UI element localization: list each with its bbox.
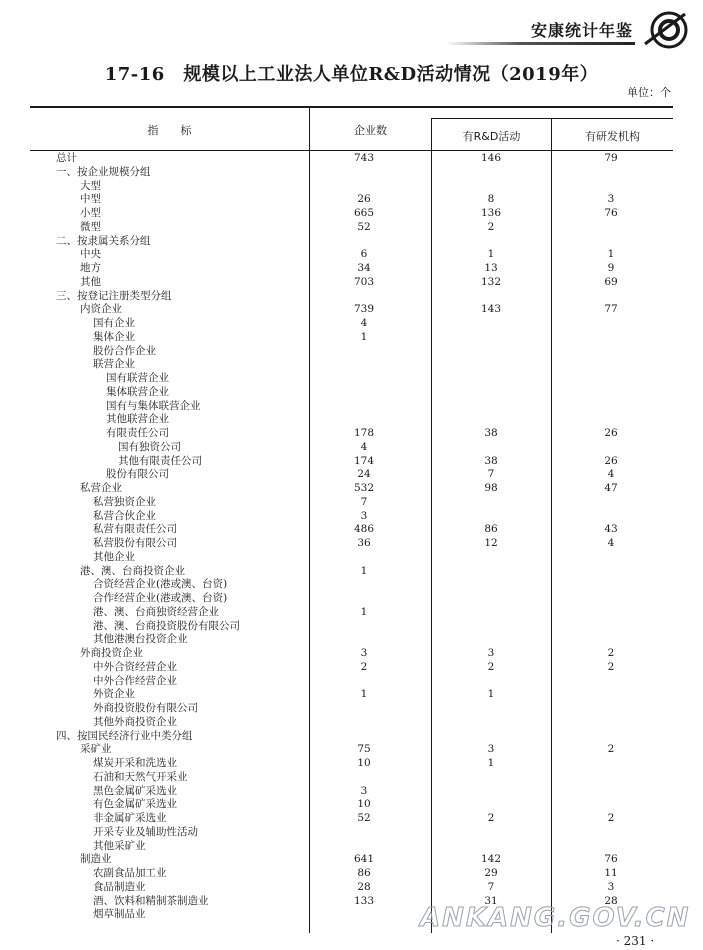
table-row: [0, 180, 703, 194]
cell-c2: 13: [484, 262, 498, 274]
unit-label: 单位：个: [627, 86, 671, 99]
table-row: [0, 853, 703, 867]
table-row: [0, 743, 703, 757]
row-indicator: 大型: [80, 179, 101, 192]
table-row: [0, 317, 703, 331]
table-row: [0, 757, 703, 771]
cell-c1: 75: [357, 743, 371, 756]
row-indicator: 农副食品加工业: [93, 867, 167, 879]
table-row: [0, 386, 703, 400]
cell-c3: 9: [607, 262, 615, 274]
row-indicator: 黑色金属矿采选业: [93, 784, 177, 797]
row-indicator: 四、按国民经济行业中类分组: [56, 729, 193, 742]
table-row: [0, 840, 703, 854]
cell-c2: 1: [487, 248, 495, 261]
cell-c1: 703: [353, 275, 375, 288]
table-row: [0, 537, 703, 551]
cell-c1: 174: [353, 454, 375, 467]
cell-c1: 641: [353, 853, 375, 866]
cell-c1: 1: [360, 330, 368, 343]
cell-c2: 12: [484, 537, 498, 549]
cell-c1: 3: [360, 784, 368, 797]
cell-c2: 136: [480, 207, 502, 219]
table-row: [0, 400, 703, 414]
row-indicator: 私营企业: [80, 482, 122, 494]
cell-c1: 178: [353, 427, 375, 439]
table-row: [0, 193, 703, 207]
row-indicator: 国有企业: [93, 317, 135, 329]
row-indicator: 港、澳、台商独资经营企业: [93, 605, 219, 618]
page-number: · 231 ·: [616, 934, 655, 948]
cell-c2: 146: [480, 152, 502, 164]
cell-c3: 43: [604, 523, 618, 536]
cell-c1: 36: [357, 537, 371, 549]
header-bottom-rule: [30, 150, 673, 151]
row-indicator: 其他有限责任公司: [118, 454, 202, 467]
cell-c1: 6: [360, 248, 368, 261]
table-row: [0, 812, 703, 826]
table-row: [0, 785, 703, 799]
row-indicator: 非金属矿采选业: [93, 812, 167, 824]
row-indicator: 有色金属矿采选业: [93, 798, 177, 811]
cell-c2: 143: [480, 303, 502, 316]
row-indicator: 港、澳、台商投资企业: [80, 564, 185, 577]
table-row: [0, 771, 703, 785]
cell-c3: 2: [607, 743, 615, 756]
table-row: [0, 152, 703, 166]
row-indicator: 酒、饮料和精制茶制造业: [93, 894, 209, 907]
table-row: [0, 248, 703, 262]
row-indicator: 外商投资企业: [80, 647, 143, 659]
row-indicator: 采矿业: [80, 743, 112, 756]
row-indicator: 外资企业: [93, 688, 135, 701]
table-row: [0, 633, 703, 647]
row-indicator: 食品制造业: [93, 880, 146, 893]
cell-c2: 2: [487, 812, 495, 824]
table-row: [0, 276, 703, 290]
row-indicator: 其他外商投资企业: [93, 715, 177, 728]
header-rule: [445, 42, 635, 45]
table-row: [0, 372, 703, 386]
table-row: [0, 427, 703, 441]
row-indicator: 其他采矿业: [93, 839, 146, 852]
cell-c3: 26: [604, 427, 618, 439]
table-title: 17-16 规模以上工业法人单位R&D活动情况（2019年）: [104, 64, 599, 85]
cell-c3: 76: [604, 853, 618, 866]
row-indicator: 其他企业: [93, 550, 135, 563]
cell-c3: 69: [604, 275, 618, 288]
table-row: [0, 606, 703, 620]
cell-c3: 47: [604, 482, 618, 494]
cell-c1: 739: [353, 303, 375, 316]
table-row: [0, 358, 703, 372]
cell-c1: 532: [353, 482, 375, 494]
row-indicator: 其他联营企业: [106, 413, 169, 426]
row-indicator: 私营有限责任公司: [93, 523, 177, 536]
table-row: [0, 716, 703, 730]
table-row: [0, 702, 703, 716]
cell-c1: 133: [353, 894, 375, 907]
table-row: [0, 798, 703, 812]
row-indicator: 集体企业: [93, 330, 135, 343]
row-indicator: 开采专业及辅助性活动: [93, 825, 198, 838]
cell-c3: 11: [604, 867, 618, 879]
table-row: [0, 867, 703, 881]
cell-c1: 86: [357, 867, 371, 879]
cell-c2: 132: [480, 275, 502, 288]
cell-c2: 38: [484, 427, 498, 439]
row-indicator: 股份有限公司: [106, 468, 169, 481]
row-indicator: 二、按隶属关系分组: [56, 234, 151, 247]
cell-c1: 1: [360, 605, 368, 618]
table-row: [0, 551, 703, 565]
column-header-enterprises: 企业数: [354, 124, 387, 137]
table-row: [0, 207, 703, 221]
row-indicator: 中型: [80, 193, 101, 206]
cell-c1: 28: [357, 880, 371, 893]
row-indicator: 集体联营企业: [106, 385, 169, 398]
cell-c2: 8: [487, 193, 495, 206]
cell-c1: 4: [360, 440, 368, 453]
yearbook-logo-icon: [639, 8, 695, 52]
cell-c1: 52: [357, 812, 371, 824]
watermark: ANKANG.GOV.CN: [420, 903, 691, 933]
row-indicator: 联营企业: [93, 358, 135, 371]
cell-c2: 2: [487, 660, 495, 673]
table-row: [0, 730, 703, 744]
row-indicator: 烟草制品业: [93, 908, 146, 921]
table-row: [0, 441, 703, 455]
row-indicator: 股份合作企业: [93, 344, 156, 357]
table-row: [0, 661, 703, 675]
row-indicator: 煤炭开采和洗选业: [93, 757, 177, 769]
row-indicator: 制造业: [80, 853, 112, 866]
yearbook-title: 安康统计年鉴: [530, 21, 633, 40]
cell-c2: 2: [487, 220, 495, 233]
cell-c2: 1: [487, 688, 495, 701]
cell-c1: 1: [360, 688, 368, 701]
row-indicator: 港、澳、台商投资股份有限公司: [93, 619, 240, 632]
table-row: [0, 166, 703, 180]
subheader-rule: [431, 118, 673, 119]
yearbook-header: [435, 8, 695, 52]
cell-c1: 1: [360, 564, 368, 577]
cell-c2: 38: [484, 454, 498, 467]
table-row: [0, 455, 703, 469]
row-indicator: 内资企业: [80, 303, 122, 316]
cell-c1: 3: [360, 509, 368, 522]
table-row: [0, 688, 703, 702]
table-row: [0, 647, 703, 661]
cell-c3: 28: [604, 894, 618, 907]
row-indicator: 私营股份有限公司: [93, 537, 177, 549]
cell-c2: 1: [487, 757, 495, 769]
row-indicator: 石油和天然气开采业: [93, 770, 188, 783]
cell-c1: 743: [353, 152, 375, 164]
row-indicator: 中央: [80, 248, 101, 261]
cell-c2: 29: [484, 867, 498, 879]
table-row: [0, 262, 703, 276]
row-indicator: 合资经营企业(港或澳、台资): [93, 578, 228, 591]
row-indicator: 小型: [80, 207, 101, 219]
table-row: [0, 523, 703, 537]
table-row: [0, 675, 703, 689]
row-indicator: 中外合作经营企业: [93, 674, 177, 687]
cell-c3: 76: [604, 207, 618, 219]
table-row: [0, 881, 703, 895]
table-row: [0, 468, 703, 482]
row-indicator: 私营独资企业: [93, 495, 156, 508]
cell-c3: 2: [607, 812, 615, 824]
row-indicator: 微型: [80, 220, 101, 233]
column-header-indicator: 指 标: [147, 124, 192, 137]
cell-c3: 4: [607, 468, 615, 481]
row-indicator: 外商投资股份有限公司: [93, 702, 198, 714]
table-row: [0, 331, 703, 345]
cell-c1: 3: [360, 647, 368, 659]
table-row: [0, 482, 703, 496]
row-indicator: 地方: [80, 262, 101, 274]
column-header-rd-institution: 有研发机构: [585, 130, 640, 143]
row-indicator: 合作经营企业(港或澳、台资): [93, 592, 228, 604]
cell-c3: 2: [607, 647, 615, 659]
row-indicator: 其他: [80, 275, 101, 288]
cell-c3: 3: [607, 193, 615, 206]
row-indicator: 私营合伙企业: [93, 509, 156, 522]
cell-c2: 98: [484, 482, 498, 494]
cell-c1: 665: [353, 207, 375, 219]
table-row: [0, 496, 703, 510]
table-top-rule: [30, 106, 673, 108]
row-indicator: 国有联营企业: [106, 372, 169, 384]
table-row: [0, 826, 703, 840]
cell-c2: 142: [480, 853, 502, 866]
cell-c3: 77: [604, 303, 618, 316]
row-indicator: 有限责任公司: [106, 427, 169, 439]
cell-c2: 3: [487, 647, 495, 659]
cell-c3: 3: [607, 880, 615, 893]
cell-c3: 26: [604, 454, 618, 467]
table-row: [0, 578, 703, 592]
row-indicator: 三、按登记注册类型分组: [56, 289, 172, 302]
row-indicator: 国有与集体联营企业: [106, 399, 201, 412]
cell-c3: 4: [607, 537, 615, 549]
cell-c1: 26: [357, 193, 371, 206]
table-row: [0, 592, 703, 606]
cell-c1: 10: [357, 798, 371, 811]
cell-c2: 7: [487, 880, 495, 893]
table-row: [0, 565, 703, 579]
row-indicator: 总计: [56, 152, 77, 164]
cell-c2: 7: [487, 468, 495, 481]
table-row: [0, 235, 703, 249]
cell-c1: 7: [360, 495, 368, 508]
cell-c1: 24: [357, 468, 371, 481]
row-indicator: 国有独资公司: [118, 440, 181, 453]
table-row: [0, 221, 703, 235]
table-row: [0, 303, 703, 317]
table-row: [0, 345, 703, 359]
cell-c1: 52: [357, 220, 371, 233]
cell-c1: 2: [360, 660, 368, 673]
column-header-rd-activity: 有R&D活动: [462, 130, 521, 143]
row-indicator: 一、按企业规模分组: [56, 165, 151, 178]
cell-c2: 31: [484, 894, 498, 907]
cell-c1: 34: [357, 262, 371, 274]
cell-c2: 3: [487, 743, 495, 756]
data-table-body: [0, 152, 703, 922]
cell-c1: 4: [360, 317, 368, 329]
row-indicator: 中外合资经营企业: [93, 660, 177, 673]
row-indicator: 其他港澳台投资企业: [93, 633, 188, 646]
table-row: [0, 510, 703, 524]
cell-c1: 486: [353, 523, 375, 536]
cell-c1: 10: [357, 757, 371, 769]
cell-c3: 2: [607, 660, 615, 673]
cell-c3: 79: [604, 152, 618, 164]
cell-c2: 86: [484, 523, 498, 536]
table-row: [0, 290, 703, 304]
table-row: [0, 413, 703, 427]
table-row: [0, 620, 703, 634]
cell-c3: 1: [607, 248, 615, 261]
